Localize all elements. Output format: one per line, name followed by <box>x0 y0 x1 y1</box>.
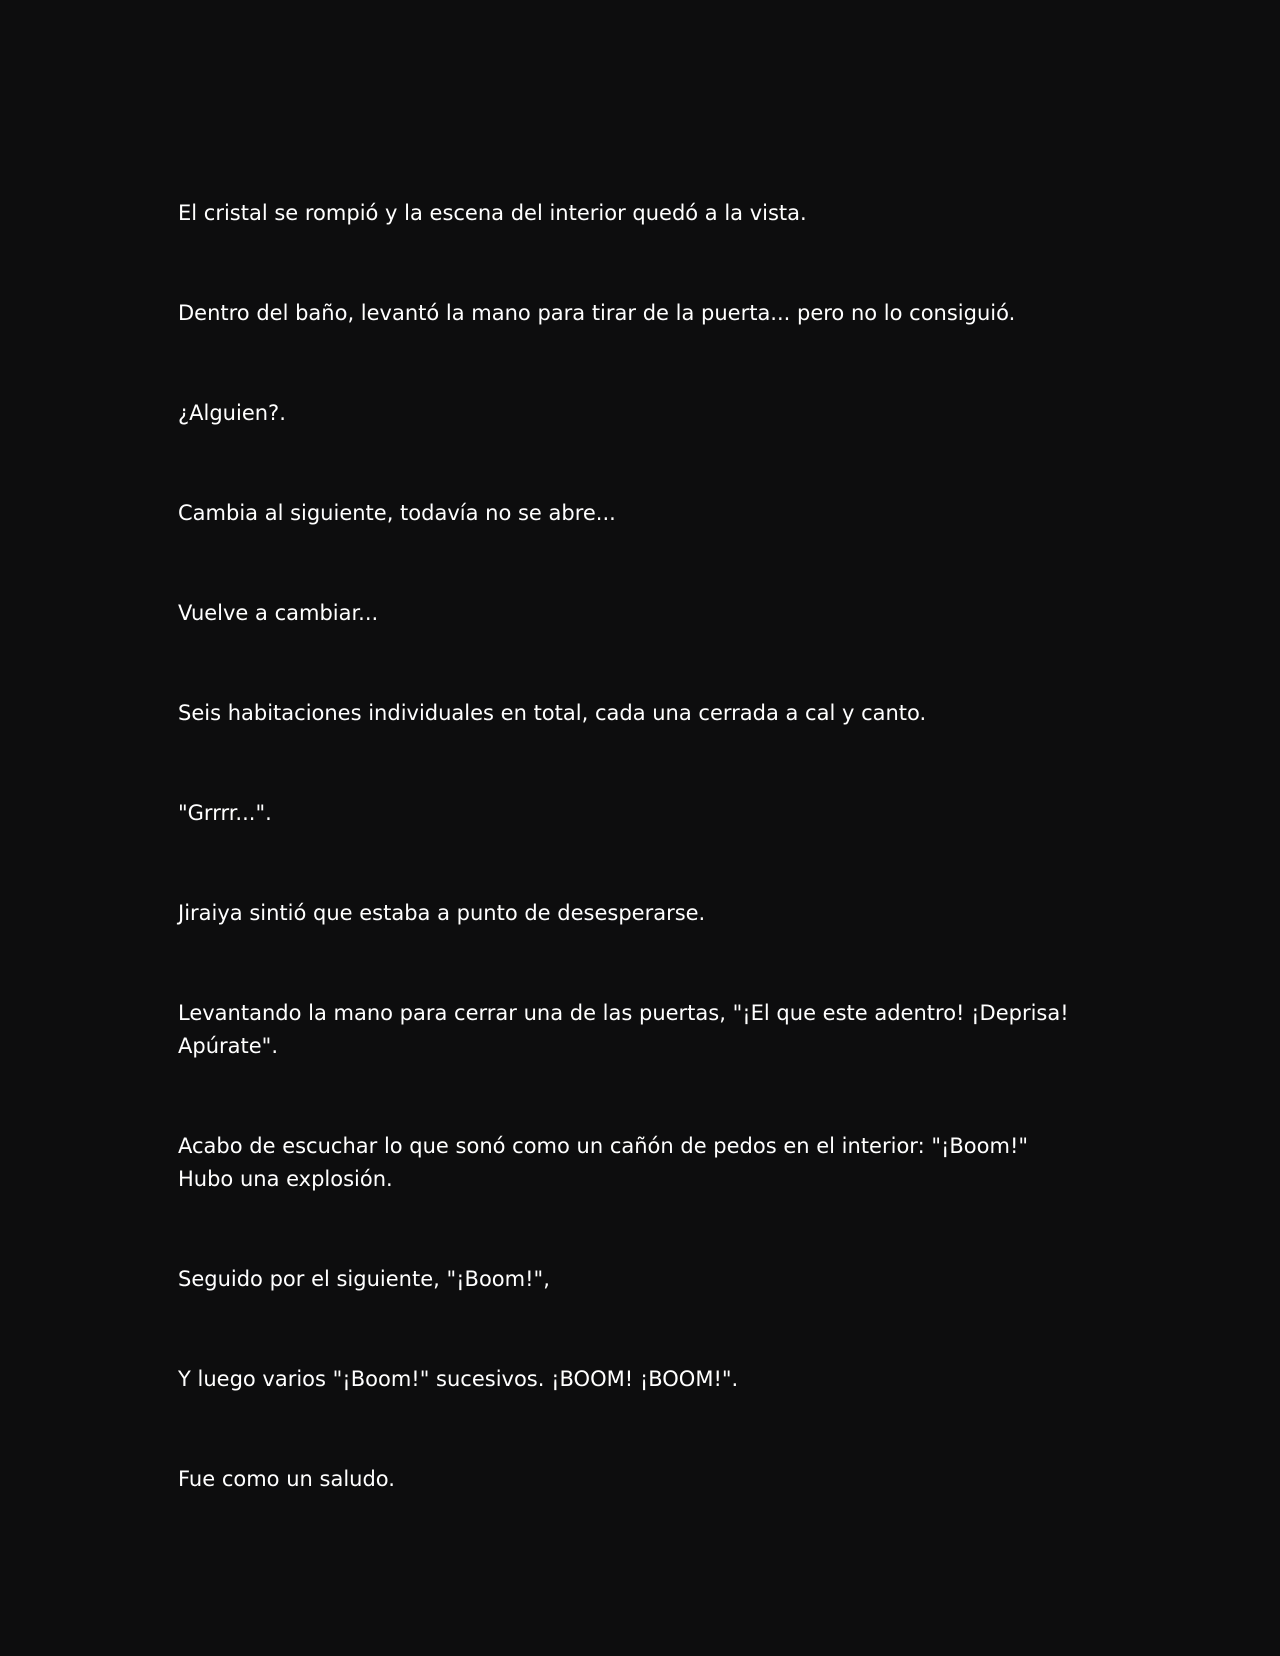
paragraph: Acabo de escuchar lo que sonó como un cañón de pedos en el interior: "¡Boom!" Hubo una explosión. <box>178 1134 1029 1191</box>
document-body <box>178 197 1078 1563</box>
paragraph: ¿Alguien?. <box>178 401 286 425</box>
paragraph: Seis habitaciones individuales en total, cada una cerrada a cal y canto. <box>178 701 927 725</box>
paragraph: Vuelve a cambiar... <box>178 601 379 625</box>
paragraph: Levantando la mano para cerrar una de las puertas, "¡El que este adentro! ¡Deprisa! Apúrate". <box>178 1001 1069 1058</box>
paragraph: Fue como un saludo. <box>178 1467 395 1491</box>
paragraph: Cambia al siguiente, todavía no se abre... <box>178 501 616 525</box>
paragraph: Jiraiya sintió que estaba a punto de desesperarse. <box>178 901 706 925</box>
paragraph: Dentro del baño, levantó la mano para tirar de la puerta... pero no lo consiguió. <box>178 301 1016 325</box>
paragraph: "Grrrr...". <box>178 801 272 825</box>
paragraph: Seguido por el siguiente, "¡Boom!", <box>178 1267 550 1291</box>
paragraph: El cristal se rompió y la escena del interior quedó a la vista. <box>178 201 807 225</box>
paragraph: Y luego varios "¡Boom!" sucesivos. ¡BOOM! ¡BOOM!". <box>178 1367 739 1391</box>
